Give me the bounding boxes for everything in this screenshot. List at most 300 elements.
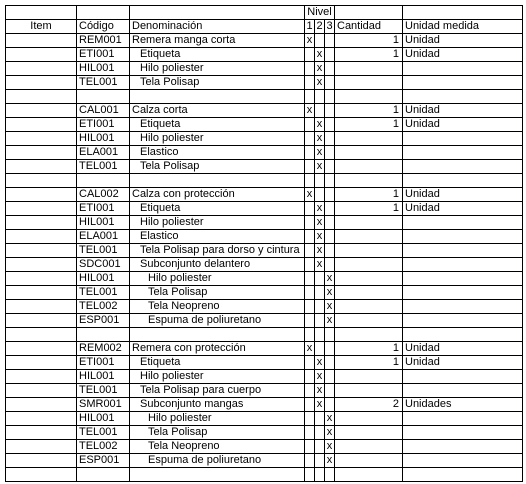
denominacion-cell[interactable]: Espuma de poliuretano [130, 454, 305, 468]
nivel-1-cell[interactable] [305, 174, 315, 188]
header-blank-cell[interactable] [335, 6, 403, 20]
item-cell[interactable] [6, 118, 77, 132]
unidad-cell[interactable]: Unidad [403, 202, 523, 216]
item-cell[interactable] [6, 440, 77, 454]
table-row [6, 370, 523, 384]
cantidad-cell[interactable]: 2 [335, 398, 403, 412]
unidad-cell[interactable] [403, 314, 523, 328]
cantidad-cell[interactable]: 1 [335, 188, 403, 202]
header-blank-cell[interactable] [77, 6, 130, 20]
item-cell[interactable] [6, 174, 77, 188]
table-row [6, 426, 523, 440]
unidad-cell[interactable] [403, 76, 523, 90]
item-cell[interactable] [6, 104, 77, 118]
item-cell[interactable] [6, 244, 77, 258]
nivel-1-cell[interactable] [305, 384, 315, 398]
nivel-1-cell[interactable]: x [305, 34, 315, 48]
codigo-cell[interactable]: HIL001 [77, 216, 130, 230]
cantidad-cell[interactable] [335, 328, 403, 342]
nivel-1-cell[interactable] [305, 202, 315, 216]
item-cell[interactable] [6, 48, 77, 62]
item-cell[interactable] [6, 454, 77, 468]
nivel-2-cell[interactable] [315, 468, 325, 482]
item-cell[interactable] [6, 132, 77, 146]
unidad-cell[interactable]: Unidad [403, 188, 523, 202]
table-row [6, 244, 523, 258]
unidad-cell[interactable] [403, 328, 523, 342]
nivel-1-cell[interactable] [305, 62, 315, 76]
nivel-2-cell[interactable]: x [315, 370, 325, 384]
unidad-cell[interactable] [403, 258, 523, 272]
item-cell[interactable] [6, 258, 77, 272]
item-cell[interactable] [6, 272, 77, 286]
table-row [6, 188, 523, 202]
nivel-2-cell[interactable] [315, 440, 325, 454]
item-cell[interactable] [6, 188, 77, 202]
unidad-cell[interactable]: Unidad [403, 118, 523, 132]
cantidad-cell[interactable] [335, 258, 403, 272]
table-row [6, 48, 523, 62]
cantidad-cell[interactable]: 1 [335, 34, 403, 48]
nivel-1-cell[interactable] [305, 146, 315, 160]
item-cell[interactable] [6, 34, 77, 48]
item-cell[interactable] [6, 398, 77, 412]
nivel-3-cell[interactable]: x [325, 426, 335, 440]
header-unidad-cell[interactable]: Unidad medida [403, 20, 523, 34]
nivel-2-cell[interactable] [315, 272, 325, 286]
nivel-3-cell[interactable] [325, 34, 335, 48]
cantidad-cell[interactable] [335, 216, 403, 230]
nivel-1-cell[interactable] [305, 440, 315, 454]
table-row [6, 146, 523, 160]
denominacion-cell[interactable]: Etiqueta [130, 48, 305, 62]
codigo-cell[interactable]: TEL001 [77, 160, 130, 174]
cantidad-cell[interactable] [335, 76, 403, 90]
header-row [6, 20, 523, 34]
nivel-1-cell[interactable] [305, 118, 315, 132]
unidad-cell[interactable]: Unidad [403, 342, 523, 356]
nivel-2-cell[interactable] [315, 412, 325, 426]
nivel-3-cell[interactable]: x [325, 286, 335, 300]
nivel-1-cell[interactable] [305, 370, 315, 384]
denominacion-cell[interactable]: Tela Polisap [130, 286, 305, 300]
denominacion-cell[interactable]: Tela Neopreno [130, 300, 305, 314]
nivel-2-cell[interactable]: x [315, 202, 325, 216]
table-row [6, 202, 523, 216]
cantidad-cell[interactable] [335, 272, 403, 286]
header-cantidad-cell[interactable]: Cantidad [335, 20, 403, 34]
nivel-1-cell[interactable] [305, 76, 315, 90]
header-nivel-1-cell[interactable]: 1 [306, 20, 313, 32]
nivel-3-cell[interactable] [325, 244, 335, 258]
cantidad-cell[interactable] [335, 426, 403, 440]
codigo-cell[interactable]: REM001 [77, 34, 130, 48]
nivel-3-cell[interactable] [325, 384, 335, 398]
item-cell[interactable] [6, 314, 77, 328]
table-row [6, 300, 523, 314]
denominacion-cell[interactable]: Elastico [130, 146, 305, 160]
table-row [6, 62, 523, 76]
unidad-cell[interactable]: Unidades [403, 398, 523, 412]
table-row [6, 468, 523, 482]
codigo-cell[interactable]: ETI001 [77, 356, 130, 370]
unidad-cell[interactable] [403, 286, 523, 300]
table-row [6, 132, 523, 146]
nivel-1-cell[interactable] [305, 412, 315, 426]
item-cell[interactable] [6, 202, 77, 216]
item-cell[interactable] [6, 468, 77, 482]
nivel-1-cell[interactable] [305, 454, 315, 468]
cantidad-cell[interactable] [335, 440, 403, 454]
header-denominacion-cell[interactable]: Denominación [130, 20, 305, 34]
unidad-cell[interactable] [403, 160, 523, 174]
unidad-cell[interactable] [403, 370, 523, 384]
cantidad-cell[interactable]: 1 [335, 104, 403, 118]
denominacion-cell[interactable]: Subconjunto mangas [130, 398, 305, 412]
codigo-cell[interactable]: TEL001 [77, 426, 130, 440]
nivel-1-cell[interactable] [305, 286, 315, 300]
nivel-2-cell[interactable] [315, 34, 325, 48]
denominacion-cell[interactable] [130, 90, 305, 104]
nivel-1-cell[interactable] [305, 132, 315, 146]
denominacion-cell[interactable]: Calza corta [130, 104, 305, 118]
denominacion-cell[interactable] [130, 468, 305, 482]
nivel-2-cell[interactable] [315, 300, 325, 314]
nivel-3-cell[interactable] [325, 370, 335, 384]
nivel-1-cell[interactable]: x [305, 188, 315, 202]
cantidad-cell[interactable]: 1 [335, 118, 403, 132]
nivel-2-cell[interactable]: x [315, 132, 325, 146]
nivel-2-cell[interactable] [315, 174, 325, 188]
cantidad-cell[interactable] [335, 384, 403, 398]
nivel-3-cell[interactable] [325, 468, 335, 482]
nivel-2-cell[interactable]: x [315, 356, 325, 370]
item-cell[interactable] [6, 384, 77, 398]
codigo-cell[interactable]: HIL001 [77, 370, 130, 384]
nivel-3-cell[interactable]: x [325, 440, 335, 454]
nivel-1-cell[interactable] [305, 356, 315, 370]
denominacion-cell[interactable]: Tela Neopreno [130, 440, 305, 454]
codigo-cell[interactable]: ELA001 [77, 146, 130, 160]
unidad-cell[interactable] [403, 440, 523, 454]
cantidad-cell[interactable]: 1 [335, 356, 403, 370]
table-row [6, 356, 523, 370]
item-cell[interactable] [6, 286, 77, 300]
denominacion-cell[interactable]: Tela Polisap [130, 160, 305, 174]
table-row [6, 286, 523, 300]
nivel-3-cell[interactable] [325, 230, 335, 244]
codigo-cell[interactable]: HIL001 [77, 62, 130, 76]
nivel-1-cell[interactable] [305, 328, 315, 342]
header-blank-cell[interactable] [130, 6, 305, 20]
cantidad-cell[interactable] [335, 160, 403, 174]
unidad-cell[interactable] [403, 272, 523, 286]
item-cell[interactable] [6, 300, 77, 314]
denominacion-cell[interactable]: Hilo poliester [130, 62, 305, 76]
table-body [6, 6, 523, 482]
nivel-2-cell[interactable]: x [315, 62, 325, 76]
header-codigo-cell[interactable]: Código [77, 20, 130, 34]
item-cell[interactable] [6, 160, 77, 174]
nivel-1-cell[interactable] [305, 468, 315, 482]
table-row [6, 90, 523, 104]
nivel-2-cell[interactable]: x [315, 230, 325, 244]
nivel-2-cell[interactable]: x [315, 398, 325, 412]
item-cell[interactable] [6, 62, 77, 76]
table-row [6, 412, 523, 426]
nivel-2-cell[interactable]: x [315, 160, 325, 174]
unidad-cell[interactable] [403, 132, 523, 146]
item-cell[interactable] [6, 328, 77, 342]
nivel-3-cell[interactable] [325, 188, 335, 202]
unidad-cell[interactable] [403, 300, 523, 314]
denominacion-cell[interactable]: Espuma de poliuretano [130, 314, 305, 328]
nivel-1-cell[interactable] [305, 314, 315, 328]
denominacion-cell[interactable] [130, 174, 305, 188]
table-row [6, 328, 523, 342]
nivel-2-cell[interactable] [315, 426, 325, 440]
unidad-cell[interactable]: Unidad [403, 356, 523, 370]
nivel-3-cell[interactable] [325, 216, 335, 230]
codigo-cell[interactable]: TEL001 [77, 244, 130, 258]
item-cell[interactable] [6, 356, 77, 370]
nivel-2-cell[interactable] [315, 104, 325, 118]
table-row [6, 216, 523, 230]
item-cell[interactable] [6, 216, 77, 230]
table-row [6, 174, 523, 188]
nivel-2-cell[interactable]: x [315, 48, 325, 62]
header-blank-cell[interactable] [6, 6, 77, 20]
item-cell[interactable] [6, 342, 77, 356]
cantidad-cell[interactable] [335, 468, 403, 482]
nivel-2-cell[interactable] [315, 90, 325, 104]
unidad-cell[interactable]: Unidad [403, 34, 523, 48]
nivel-3-cell[interactable]: x [325, 412, 335, 426]
codigo-cell[interactable] [77, 328, 130, 342]
nivel-1-cell[interactable] [305, 398, 315, 412]
denominacion-cell[interactable]: Subconjunto delantero [130, 258, 305, 272]
nivel-3-cell[interactable] [325, 76, 335, 90]
codigo-cell[interactable]: TEL002 [77, 440, 130, 454]
nivel-1-cell[interactable] [305, 48, 315, 62]
nivel-3-cell[interactable]: x [325, 272, 335, 286]
table-row [6, 258, 523, 272]
unidad-cell[interactable] [403, 468, 523, 482]
codigo-cell[interactable]: ETI001 [77, 48, 130, 62]
nivel-3-cell[interactable] [325, 146, 335, 160]
codigo-cell[interactable]: SMR001 [77, 398, 130, 412]
table-row [6, 76, 523, 90]
unidad-cell[interactable] [403, 174, 523, 188]
cantidad-cell[interactable] [335, 132, 403, 146]
unidad-cell[interactable] [403, 216, 523, 230]
nivel-3-cell[interactable] [325, 202, 335, 216]
codigo-cell[interactable] [77, 90, 130, 104]
unidad-cell[interactable] [403, 412, 523, 426]
nivel-2-cell[interactable] [315, 454, 325, 468]
cantidad-cell[interactable]: 1 [335, 48, 403, 62]
nivel-2-cell[interactable]: x [315, 118, 325, 132]
codigo-cell[interactable]: ETI001 [77, 118, 130, 132]
unidad-cell[interactable] [403, 426, 523, 440]
denominacion-cell[interactable]: Tela Polisap para cuerpo [130, 384, 305, 398]
nivel-3-cell[interactable]: x [325, 300, 335, 314]
unidad-cell[interactable] [403, 90, 523, 104]
nivel-1-cell[interactable] [305, 272, 315, 286]
nivel-3-cell[interactable] [325, 118, 335, 132]
header-nivel-3-cell[interactable]: 3 [326, 20, 333, 32]
nivel-3-cell[interactable]: x [325, 314, 335, 328]
nivel-3-cell[interactable] [325, 174, 335, 188]
table-row [6, 454, 523, 468]
nivel-3-cell[interactable] [325, 258, 335, 272]
codigo-cell[interactable]: SDC001 [77, 258, 130, 272]
item-cell[interactable] [6, 230, 77, 244]
header-nivel-2-cell[interactable]: 2 [316, 20, 323, 32]
cantidad-cell[interactable] [335, 412, 403, 426]
item-cell[interactable] [6, 146, 77, 160]
codigo-cell[interactable]: CAL002 [77, 188, 130, 202]
codigo-cell[interactable]: HIL001 [77, 132, 130, 146]
codigo-cell[interactable]: TEL001 [77, 384, 130, 398]
nivel-2-cell[interactable] [315, 328, 325, 342]
table-row [6, 272, 523, 286]
nivel-3-cell[interactable] [325, 90, 335, 104]
cantidad-cell[interactable] [335, 244, 403, 258]
nivel-1-cell[interactable] [305, 258, 315, 272]
cantidad-cell[interactable] [335, 174, 403, 188]
cantidad-cell[interactable] [335, 146, 403, 160]
codigo-cell[interactable] [77, 174, 130, 188]
cantidad-cell[interactable] [335, 286, 403, 300]
cantidad-cell[interactable] [335, 230, 403, 244]
nivel-3-cell[interactable] [325, 62, 335, 76]
denominacion-cell[interactable] [130, 328, 305, 342]
nivel-3-cell[interactable] [325, 132, 335, 146]
cantidad-cell[interactable] [335, 454, 403, 468]
nivel-3-cell[interactable] [325, 160, 335, 174]
codigo-cell[interactable]: CAL001 [77, 104, 130, 118]
nivel-1-cell[interactable] [305, 300, 315, 314]
item-cell[interactable] [6, 426, 77, 440]
denominacion-cell[interactable]: Etiqueta [130, 202, 305, 216]
denominacion-cell[interactable]: Etiqueta [130, 118, 305, 132]
item-cell[interactable] [6, 370, 77, 384]
denominacion-cell[interactable]: Hilo poliester [130, 216, 305, 230]
codigo-cell[interactable]: HIL001 [77, 412, 130, 426]
table-row [6, 342, 523, 356]
unidad-cell[interactable] [403, 244, 523, 258]
nivel-1-cell[interactable] [305, 160, 315, 174]
denominacion-cell[interactable]: Remera manga corta [130, 34, 305, 48]
nivel-1-cell[interactable] [305, 426, 315, 440]
header-blank-cell[interactable] [403, 6, 523, 20]
header-nivel-cell[interactable]: Nivel [305, 6, 335, 20]
codigo-cell[interactable]: HIL001 [77, 272, 130, 286]
denominacion-cell[interactable]: Elastico [130, 230, 305, 244]
nivel-3-cell[interactable] [325, 356, 335, 370]
denominacion-cell[interactable]: Calza con protección [130, 188, 305, 202]
nivel-2-cell[interactable]: x [315, 258, 325, 272]
item-cell[interactable] [6, 412, 77, 426]
table-row [6, 118, 523, 132]
denominacion-cell[interactable]: Hilo poliester [130, 412, 305, 426]
nivel-3-cell[interactable] [325, 48, 335, 62]
codigo-cell[interactable]: REM002 [77, 342, 130, 356]
nivel-1-cell[interactable] [305, 230, 315, 244]
codigo-cell[interactable] [77, 468, 130, 482]
cantidad-cell[interactable] [335, 90, 403, 104]
nivel-2-cell[interactable]: x [315, 76, 325, 90]
nivel-2-cell[interactable]: x [315, 384, 325, 398]
table-row [6, 440, 523, 454]
table-row [6, 398, 523, 412]
denominacion-cell[interactable]: Hilo poliester [130, 370, 305, 384]
nivel-1-cell[interactable] [305, 90, 315, 104]
denominacion-cell[interactable]: Tela Polisap [130, 76, 305, 90]
bill-of-materials-table [5, 5, 523, 482]
codigo-cell[interactable]: TEL001 [77, 76, 130, 90]
nivel-3-cell[interactable] [325, 104, 335, 118]
denominacion-cell[interactable]: Tela Polisap para dorso y cintura [130, 244, 305, 258]
unidad-cell[interactable] [403, 384, 523, 398]
unidad-cell[interactable] [403, 62, 523, 76]
item-cell[interactable] [6, 76, 77, 90]
unidad-cell[interactable] [403, 146, 523, 160]
cantidad-cell[interactable]: 1 [335, 342, 403, 356]
denominacion-cell[interactable]: Hilo poliester [130, 132, 305, 146]
cantidad-cell[interactable] [335, 62, 403, 76]
codigo-cell[interactable]: ETI001 [77, 202, 130, 216]
nivel-1-cell[interactable]: x [305, 342, 315, 356]
denominacion-cell[interactable]: Remera con protección [130, 342, 305, 356]
nivel-1-cell[interactable] [305, 216, 315, 230]
nivel-2-cell[interactable] [315, 188, 325, 202]
nivel-1-cell[interactable] [305, 244, 315, 258]
cantidad-cell[interactable]: 1 [335, 202, 403, 216]
unidad-cell[interactable]: Unidad [403, 48, 523, 62]
nivel-3-cell[interactable] [325, 342, 335, 356]
nivel-2-cell[interactable]: x [315, 146, 325, 160]
nivel-3-cell[interactable]: x [325, 454, 335, 468]
nivel-2-cell[interactable]: x [315, 216, 325, 230]
codigo-cell[interactable]: ESP001 [77, 314, 130, 328]
nivel-3-cell[interactable] [325, 328, 335, 342]
denominacion-cell[interactable]: Tela Polisap [130, 426, 305, 440]
nivel-1-cell[interactable]: x [305, 104, 315, 118]
denominacion-cell[interactable]: Hilo poliester [130, 272, 305, 286]
header-item-cell[interactable]: Item [6, 20, 77, 34]
codigo-cell[interactable]: ESP001 [77, 454, 130, 468]
cantidad-cell[interactable] [335, 370, 403, 384]
nivel-2-cell[interactable] [315, 314, 325, 328]
item-cell[interactable] [6, 90, 77, 104]
nivel-2-cell[interactable] [315, 342, 325, 356]
codigo-cell[interactable]: TEL002 [77, 300, 130, 314]
cantidad-cell[interactable] [335, 314, 403, 328]
nivel-3-cell[interactable] [325, 398, 335, 412]
unidad-cell[interactable] [403, 230, 523, 244]
codigo-cell[interactable]: ELA001 [77, 230, 130, 244]
cantidad-cell[interactable] [335, 300, 403, 314]
unidad-cell[interactable] [403, 454, 523, 468]
denominacion-cell[interactable]: Etiqueta [130, 356, 305, 370]
nivel-2-cell[interactable] [315, 286, 325, 300]
codigo-cell[interactable]: TEL001 [77, 286, 130, 300]
unidad-cell[interactable]: Unidad [403, 104, 523, 118]
nivel-2-cell[interactable]: x [315, 244, 325, 258]
header-row-top [6, 6, 523, 20]
